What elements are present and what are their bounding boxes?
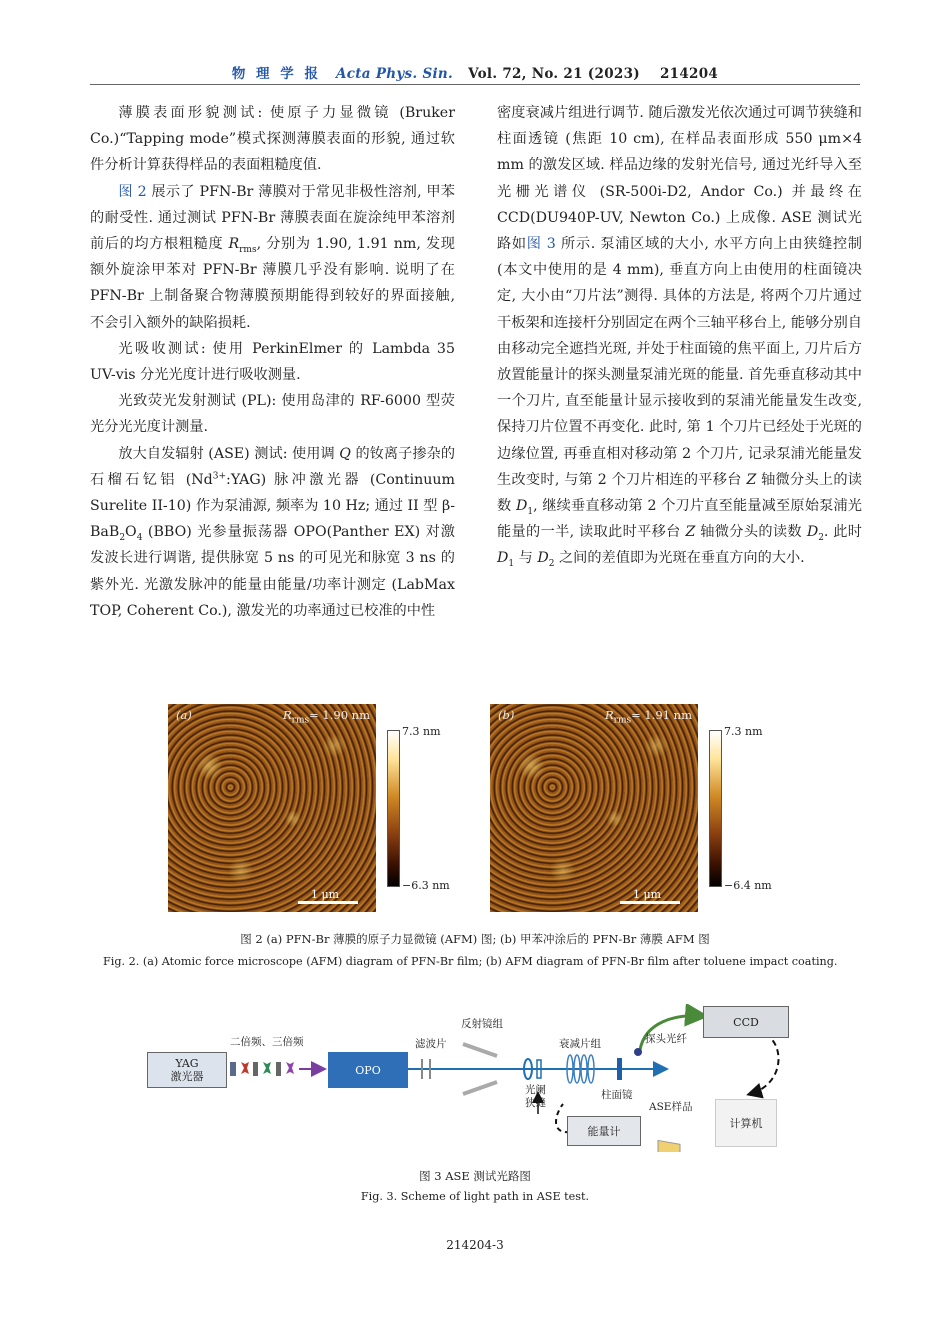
colorbar-max-b: 7.3 nm (724, 725, 763, 738)
scale-label-a: 1 μm (311, 888, 340, 901)
header-rule (90, 84, 860, 85)
yag-laser-label: YAG 激光器 (170, 1057, 204, 1083)
afm-image-a (168, 704, 376, 912)
mirrors-label: 反射镜组 (461, 1018, 503, 1030)
fiber-label: 探头光纤 (645, 1033, 687, 1045)
iris-slit-label: 光阑 狭缝 (525, 1084, 546, 1109)
page-number: 214204-3 (446, 1238, 504, 1252)
panel-label-a: (a) (176, 708, 192, 722)
paragraph-pl: 光致荧光发射测试 (PL): 使用岛津的 RF-6000 型荧光分光光度计测量. (90, 393, 455, 436)
ccd-box: CCD (703, 1006, 789, 1038)
opo-box: OPO (328, 1052, 408, 1088)
fig3-caption-cn: 图 3 ASE 测试光路图 (419, 1169, 531, 1183)
fig3-link[interactable]: 图 3 (526, 236, 556, 253)
ase-light-path-diagram (145, 1004, 810, 1152)
fig2-caption-en: Fig. 2. (a) Atomic force microscope (AFM) diagram of PFN-Br film; (b) AFM diagram of PFN-Br film after toluene impact coating. (103, 955, 838, 968)
fig3-caption-en: Fig. 3. Scheme of light path in ASE test. (360, 1190, 590, 1203)
colorbar-min-a: −6.3 nm (402, 879, 450, 892)
panel-label-b: (b) (498, 708, 515, 722)
crystal-grey-1 (253, 1062, 258, 1076)
scale-label-b: 1 μm (633, 888, 662, 901)
attenuator-label: 衰减片组 (559, 1038, 601, 1050)
cylindrical-lens (617, 1058, 622, 1080)
fig2-link[interactable]: 图 2 (118, 183, 147, 200)
laser-output-port (230, 1062, 236, 1076)
crystal-purple-icon (286, 1062, 294, 1074)
energy-meter-box: 能量计 (567, 1116, 641, 1146)
rms-label-a: $R_{rms}= 1.90$ nm (282, 708, 370, 726)
paragraph-ase-method: 放大自发辐射 (ASE) 测试: 使用调 Q 的钕离子掺杂的石榴石钇铝 $(Nd^{3+}:YAG)$ 脉冲激光器 (Continuum Surelite II-10) 作为泵浦源, 频率为 10 Hz; 通过 II 型 $\beta-BaB_2O_4$ (BBO) 光参量振荡器 OPO(Panther EX) 对激发波长进行调谐, 提供脉宽 5 ns 的可见光和脉宽 3 ns 的紫外光. 光激发脉冲的能量由能量/功率计测定 (LabMax TOP, Coherent Co.), 激发光的功率通过已校准的中性 (90, 445, 456, 619)
colorbar-min-b: −6.4 nm (724, 879, 772, 892)
paragraph-ase-continued: 密度衰减片组进行调节. 随后激发光依次通过可调节狭缝和柱面透镜 (焦距 10 cm), 在样品表面形成 550 μm×4 mm 的激发区域. 样品边缘的发射光信号, 通过光纤导入至光栅光谱仪 (SR-500i-D2, Andor Co.) 并最终在 CCD(DU940P-UV, Newton Co.) 上成像. ASE 测试光路如图 3 所示. 泵浦区域的大小, 水平方向上由狭缝控制 (本文中使用的是 4 mm), 垂直方向上由使用的柱面镜决定, 大小由“刀片法”测得. 具体的方法是, 将两个刀片通过干板架和连接杆分别固定在两个三轴平移台上, 能够分别自由移动完全遮挡光斑, 并处于柱面镜的焦平面上, 刀片后方放置能量计的探头测量泵浦光斑的能量. 首先垂直移动其中一个刀片, 直至能量计显示接收到的泵浦光能量发生改变, 保持刀片位置不再变化. 此时, 第 1 个刀片已经处于光斑的边缘位置, 再垂直相对移动第 2 个刀片, 记录泵浦光能量发生改变时, 与第 2 个刀片相连的平移台 Z 轴微分头上的读数 $D_1$, 继续垂直移动第 2 个刀片直至能量减至原始泵浦光能量的一半, 读取此时平移台 Z 轴微分头的读数 $D_2$. 此时 $D_1$ 与 $D_2$ 之间的差值即为光斑在垂直方向的大小. (497, 105, 862, 570)
rms-label-b: $R_{rms}= 1.91$ nm (604, 708, 692, 726)
left-column (90, 100, 455, 624)
journal-name-en: Acta Phys. Sin. (335, 66, 454, 82)
harmonics-label: 二倍频、三倍频 (230, 1036, 304, 1048)
yag-laser-box (147, 1052, 227, 1088)
running-header (90, 62, 860, 82)
cyl-lens-label: 柱面镜 (601, 1089, 633, 1101)
crystal-green-icon (263, 1062, 271, 1074)
right-column (497, 100, 862, 572)
paragraph-fig2-discussion: 图 2 展示了 PFN-Br 薄膜对于常见非极性溶剂, 甲苯的耐受性. 通过测试 PFN-Br 薄膜表面在旋涂纯甲苯溶剂前后的均方根粗糙度 $R_{rms}$, 分别为 1.90, 1.91 nm, 发现额外旋涂甲苯对 PFN-Br 薄膜几乎没有影响. 说明了在 PFN-Br 上制备聚合物薄膜预期能得到较好的界面接触, 不会引入额外的缺陷损耗. (90, 183, 455, 331)
crystal-red-1-icon (241, 1062, 249, 1074)
paragraph-absorption: 光吸收测试: 使用 PerkinElmer 的 Lambda 35 UV-vis 分光光度计进行吸收测量. (90, 340, 455, 384)
colorbar-max-a: 7.3 nm (402, 725, 441, 738)
computer-box: 计算机 (715, 1099, 777, 1147)
crystal-grey-2 (276, 1062, 281, 1076)
colorbar-a (387, 730, 400, 887)
filter-label: 滤波片 (415, 1038, 447, 1050)
paragraph-afm-method: 薄膜表面形貌测试: 使原子力显微镜 (Bruker Co.)“Tapping mode”模式探测薄膜表面的形貌, 通过软件分析计算获得样品的表面粗糙度值. (90, 105, 455, 174)
afm-image-b (490, 704, 698, 912)
scale-bar-b (620, 901, 680, 904)
ccd-to-computer-arrow (750, 1034, 779, 1094)
journal-name-cn: 物 理 学 报 (231, 66, 321, 82)
volume-info: Vol. 72, No. 21 (2023) (468, 66, 640, 82)
fiber-probe-icon (634, 1048, 642, 1056)
scale-bar-a (298, 901, 358, 904)
colorbar-b (709, 730, 722, 887)
ase-sample (658, 1140, 680, 1152)
fig2-caption-cn: 图 2 (a) PFN-Br 薄膜的原子力显微镜 (AFM) 图; (b) 甲苯冲涂后的 PFN-Br 薄膜 AFM 图 (240, 932, 710, 946)
article-number: 214204 (659, 66, 719, 82)
mirror-upper (463, 1044, 497, 1056)
sample-label: ASE样品 (649, 1101, 693, 1113)
mirror-lower (463, 1082, 497, 1094)
